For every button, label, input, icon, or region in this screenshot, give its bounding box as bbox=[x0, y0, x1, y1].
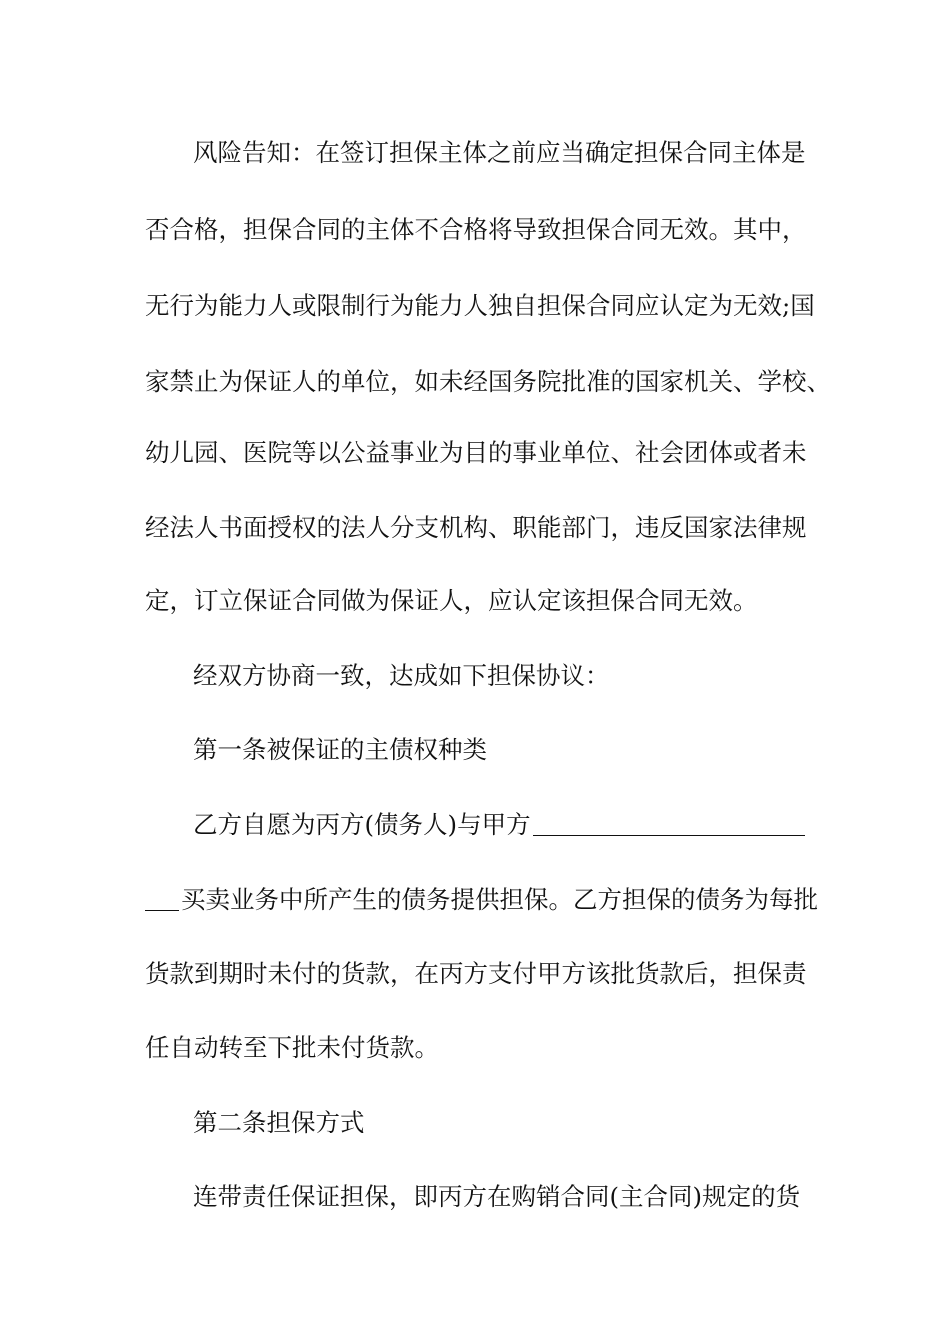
text: 经双方协商一致，达成如下担保协议： bbox=[193, 661, 610, 690]
risk-notice-line-5 bbox=[0, 433, 950, 473]
risk-notice-line-4 bbox=[0, 362, 950, 402]
text: 任自动转至下批未付货款。 bbox=[145, 1033, 439, 1062]
article-1-line-1 bbox=[0, 805, 950, 845]
text: 经法人书面授权的法人分支机构、职能部门，违反国家法律规 bbox=[145, 513, 807, 542]
text: 否合格，担保合同的主体不合格将导致担保合同无效。其中， bbox=[145, 215, 807, 244]
text: 连带责任保证担保，即丙方在购销合同(主合同)规定的货 bbox=[193, 1182, 801, 1211]
risk-notice-line-1 bbox=[0, 133, 950, 173]
text: 第一条被保证的主债权种类 bbox=[193, 735, 487, 764]
risk-notice-line-3 bbox=[0, 286, 950, 326]
fill-in-blank[interactable] bbox=[533, 805, 805, 836]
text: 家禁止为保证人的单位，如未经国务院批准的国家机关、学校、 bbox=[145, 367, 831, 396]
article-1-heading bbox=[0, 730, 950, 770]
article-2-line-1 bbox=[0, 1177, 950, 1217]
text: 第二条担保方式 bbox=[193, 1108, 365, 1137]
text: 定，订立保证合同做为保证人，应认定该担保合同无效。 bbox=[145, 586, 758, 615]
article-1-line-3 bbox=[0, 954, 950, 994]
text: 乙方自愿为丙方(债务人)与甲方 bbox=[193, 810, 531, 839]
agreement-intro bbox=[0, 656, 950, 696]
text: 货款到期时未付的货款，在丙方支付甲方该批货款后，担保责 bbox=[145, 959, 807, 988]
article-1-line-2 bbox=[0, 880, 950, 920]
text: 无行为能力人或限制行为能力人独自担保合同应认定为无效;国 bbox=[145, 291, 815, 320]
text: 买卖业务中所产生的债务提供担保。乙方担保的债务为每批 bbox=[181, 885, 818, 914]
text: 幼儿园、医院等以公益事业为目的事业单位、社会团体或者未 bbox=[145, 438, 807, 467]
risk-notice-line-7 bbox=[0, 581, 950, 621]
risk-notice-line-6 bbox=[0, 508, 950, 548]
article-2-heading bbox=[0, 1103, 950, 1143]
risk-notice-line-2 bbox=[0, 210, 950, 250]
text: 风险告知：在签订担保主体之前应当确定担保合同主体是 bbox=[193, 138, 806, 167]
article-1-line-4 bbox=[0, 1028, 950, 1068]
fill-in-blank-continued[interactable] bbox=[145, 880, 179, 911]
